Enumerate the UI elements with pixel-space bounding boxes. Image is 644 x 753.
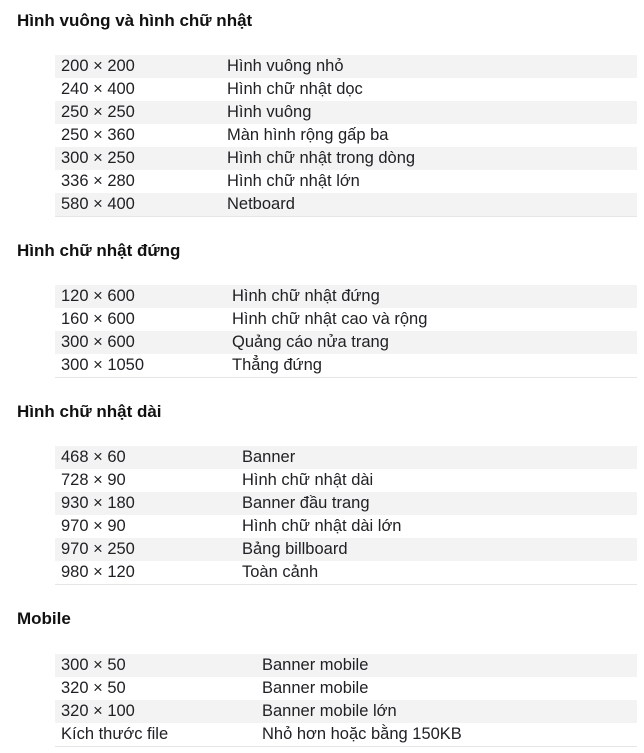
ad-size-table [55, 446, 637, 585]
name-cell: Nhỏ hơn hoặc bằng 150KB [262, 723, 637, 747]
size-cell: 200 × 200 [55, 55, 227, 78]
name-cell: Toàn cảnh [242, 561, 637, 585]
table-row [55, 561, 637, 585]
name-cell: Hình chữ nhật dọc [227, 80, 363, 98]
name-cell: Hình vuông nhỏ [227, 55, 637, 78]
section-title: Mobile [17, 609, 71, 628]
size-cell: 930 × 180 [55, 492, 242, 515]
name-cell: Bảng billboard [242, 538, 637, 561]
size-cell: 728 × 90 [61, 471, 126, 489]
table-row [55, 170, 637, 193]
size-cell: 120 × 600 [55, 285, 232, 308]
name-cell: Hình chữ nhật lớn [227, 172, 360, 190]
table-row [55, 492, 637, 515]
size-cell: 468 × 60 [55, 446, 242, 469]
table-row [55, 515, 637, 538]
name-cell: Hình chữ nhật đứng [232, 285, 637, 308]
table-row [55, 55, 637, 78]
table-row [55, 354, 637, 378]
table-row [55, 285, 637, 308]
name-cell: Netboard [227, 193, 637, 217]
size-cell: 250 × 360 [61, 126, 135, 144]
table-row [55, 308, 637, 331]
size-cell: 160 × 600 [61, 310, 135, 328]
table-row [55, 446, 637, 469]
table-row [55, 469, 637, 492]
name-cell: Hình chữ nhật dài [242, 471, 374, 489]
size-cell: 300 × 1050 [55, 354, 232, 378]
size-cell: 580 × 400 [55, 193, 227, 217]
ad-size-table [55, 285, 637, 378]
size-cell: 320 × 100 [55, 700, 262, 723]
table-row [55, 723, 637, 747]
ad-size-table [55, 55, 637, 217]
name-cell: Banner mobile lớn [262, 700, 637, 723]
size-cell: 300 × 250 [55, 147, 227, 170]
name-cell: Banner đầu trang [242, 492, 637, 515]
table-row [55, 78, 637, 101]
table-row [55, 124, 637, 147]
name-cell: Hình chữ nhật trong dòng [227, 147, 637, 170]
name-cell: Quảng cáo nửa trang [232, 331, 637, 354]
size-cell: 970 × 90 [61, 517, 126, 535]
size-cell: 320 × 50 [61, 679, 126, 697]
size-cell: 300 × 600 [55, 331, 232, 354]
table-row [55, 654, 637, 677]
table-row [55, 331, 637, 354]
name-cell: Banner mobile [262, 679, 369, 697]
name-cell: Hình chữ nhật dài lớn [242, 517, 402, 535]
table-row [55, 193, 637, 217]
name-cell: Hình chữ nhật cao và rộng [232, 310, 428, 328]
size-cell: 980 × 120 [55, 561, 242, 585]
size-cell: 250 × 250 [55, 101, 227, 124]
size-cell: 240 × 400 [61, 80, 135, 98]
table-row [55, 700, 637, 723]
size-cell: 300 × 50 [55, 654, 262, 677]
section-title: Hình chữ nhật đứng [17, 241, 181, 260]
table-row [55, 147, 637, 170]
name-cell: Banner mobile [262, 654, 637, 677]
section-title: Hình vuông và hình chữ nhật [17, 11, 253, 30]
name-cell: Hình vuông [227, 101, 637, 124]
name-cell: Màn hình rộng gấp ba [227, 126, 389, 144]
section-title: Hình chữ nhật dài [17, 402, 162, 421]
ad-size-table [55, 654, 637, 747]
name-cell: Thẳng đứng [232, 354, 637, 378]
size-cell: 970 × 250 [55, 538, 242, 561]
size-cell: 336 × 280 [61, 172, 135, 190]
table-row [55, 538, 637, 561]
name-cell: Banner [242, 446, 637, 469]
table-row [55, 101, 637, 124]
size-cell: Kích thước file [55, 723, 262, 747]
table-row [55, 677, 637, 700]
